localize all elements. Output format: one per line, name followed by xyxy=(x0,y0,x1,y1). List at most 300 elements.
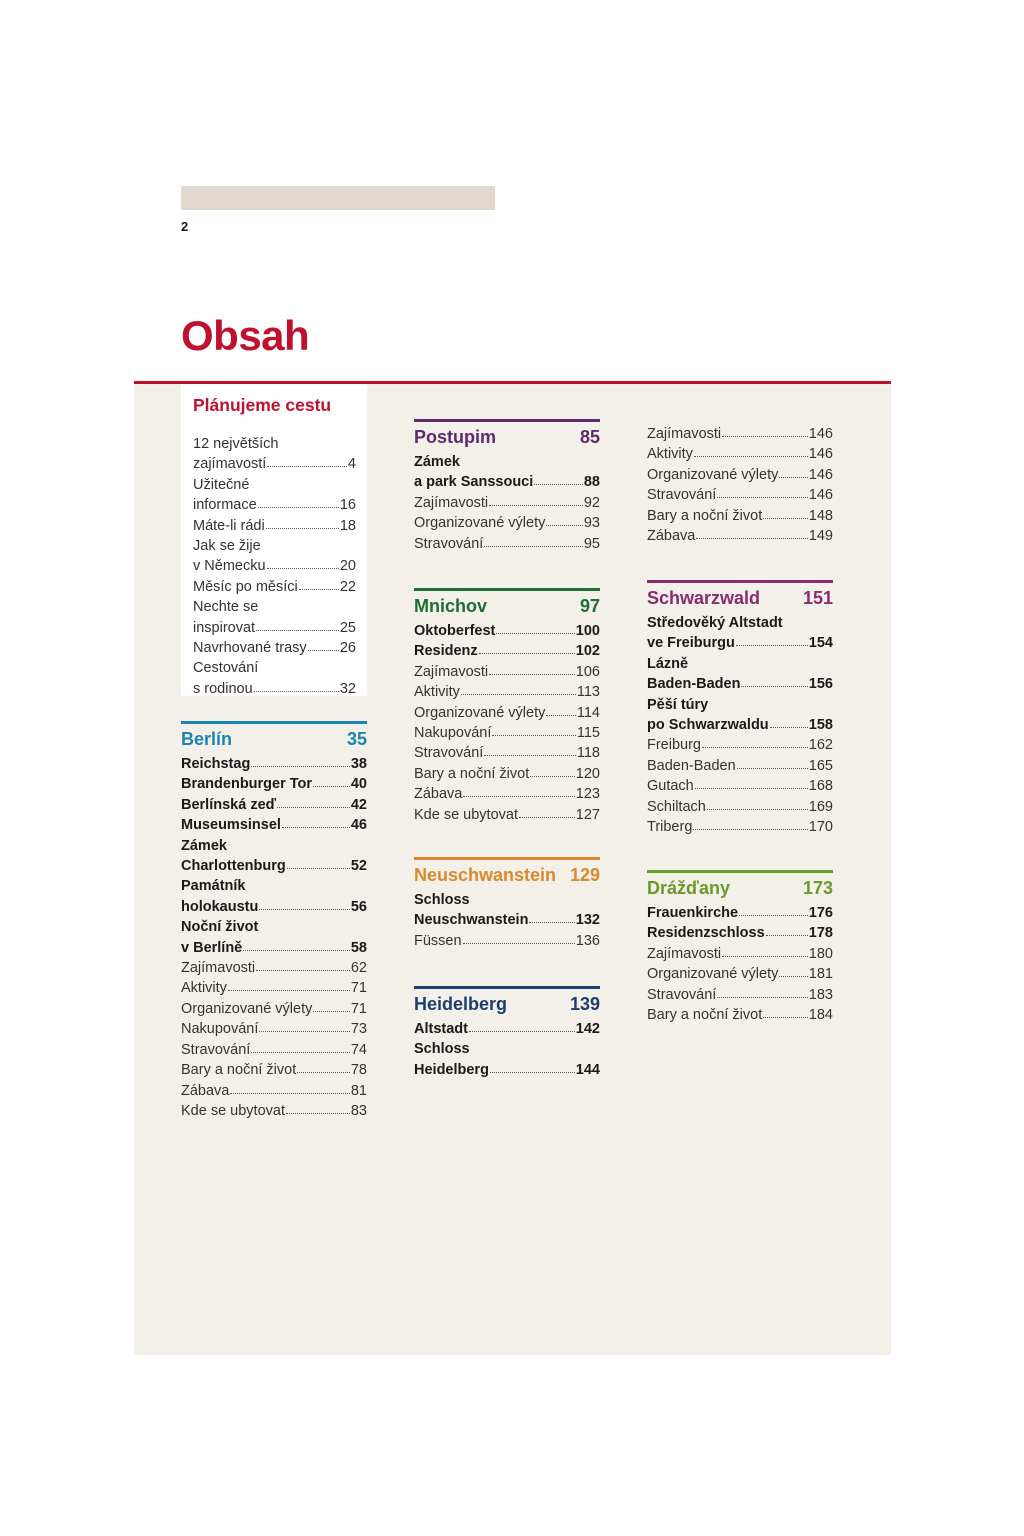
toc-entry-row xyxy=(181,856,367,876)
dot-leader xyxy=(694,456,808,457)
planning-entries xyxy=(193,434,356,699)
toc-entry[interactable] xyxy=(193,577,356,597)
toc-page-number: 22 xyxy=(339,578,356,595)
toc-entry-row xyxy=(181,897,367,917)
toc-entry-label: Bary a noční život xyxy=(414,765,530,782)
section-heading[interactable] xyxy=(181,721,367,750)
planning-box xyxy=(181,384,367,696)
dot-leader xyxy=(763,518,808,519)
toc-entry[interactable] xyxy=(181,754,367,774)
toc-entry[interactable] xyxy=(193,597,356,638)
toc-page-number: 62 xyxy=(350,960,367,977)
toc-entry-row xyxy=(647,465,833,485)
toc-page-number: 56 xyxy=(350,898,367,915)
dot-leader xyxy=(254,691,339,692)
dot-leader xyxy=(259,909,350,910)
toc-entry-row xyxy=(414,764,600,784)
toc-entry-row xyxy=(414,805,600,825)
toc-entry[interactable] xyxy=(181,1019,367,1039)
toc-entry[interactable] xyxy=(647,776,833,796)
toc-entry-label-line: Jak se žije xyxy=(193,538,261,555)
toc-entry-row xyxy=(181,1081,367,1101)
toc-entry-label: a park Sanssouci xyxy=(414,474,534,491)
toc-entry[interactable] xyxy=(647,465,833,485)
toc-entry-row xyxy=(193,495,356,515)
toc-entry-label: Brandenburger Tor xyxy=(181,776,313,793)
section-highlights xyxy=(647,613,833,735)
toc-page-number: 88 xyxy=(583,474,600,491)
toc-entry-row xyxy=(647,797,833,817)
dot-leader xyxy=(463,943,575,944)
toc-entry[interactable] xyxy=(193,638,356,658)
toc-entry-label: Baden-Baden xyxy=(647,676,741,693)
column-2b xyxy=(414,588,600,825)
toc-entry[interactable] xyxy=(414,805,600,825)
toc-page-number: 176 xyxy=(808,905,833,921)
toc-entry-row xyxy=(193,556,356,576)
toc-entry-row xyxy=(181,754,367,774)
dot-leader xyxy=(308,650,339,651)
toc-entry[interactable] xyxy=(181,836,367,877)
toc-entry[interactable] xyxy=(414,513,600,533)
dot-leader xyxy=(529,922,574,923)
toc-page-number: 16 xyxy=(339,497,356,514)
toc-page-number: 18 xyxy=(339,517,356,534)
dot-leader xyxy=(267,568,339,569)
dot-leader xyxy=(297,1072,350,1073)
toc-entry[interactable] xyxy=(414,1019,600,1039)
toc-page-number: 178 xyxy=(808,925,833,942)
toc-entry-row xyxy=(181,1040,367,1060)
toc-entry[interactable] xyxy=(414,743,600,763)
section-page: 129 xyxy=(569,865,600,885)
toc-page-number: 146 xyxy=(808,487,833,504)
column-3c xyxy=(647,870,833,1025)
section-heading[interactable] xyxy=(414,857,600,886)
toc-entry-row xyxy=(181,938,367,958)
toc-entry-row xyxy=(414,493,600,513)
toc-entry-label: Freiburg xyxy=(647,737,701,754)
toc-entry-label: Organizované výlety xyxy=(647,466,779,483)
toc-page-number: 100 xyxy=(575,623,600,639)
section-heading[interactable] xyxy=(414,588,600,617)
section-heading[interactable] xyxy=(647,870,833,899)
dot-leader xyxy=(695,788,808,789)
section-highlights xyxy=(414,621,600,662)
toc-page-number: 180 xyxy=(808,945,833,962)
toc-page-number: 158 xyxy=(808,717,833,734)
toc-entry[interactable] xyxy=(414,493,600,513)
toc-entry-row xyxy=(414,703,600,723)
toc-entry[interactable] xyxy=(181,917,367,958)
dot-leader xyxy=(266,528,339,529)
section-page: 173 xyxy=(802,878,833,898)
toc-entry-row xyxy=(647,756,833,776)
toc-entry[interactable] xyxy=(414,1039,600,1080)
toc-entry-row xyxy=(181,1060,367,1080)
dot-leader xyxy=(736,645,808,646)
toc-entry-row xyxy=(181,1019,367,1039)
dot-leader xyxy=(763,1017,808,1018)
toc-entry-label: Bary a noční život xyxy=(181,1062,297,1079)
toc-entry-row xyxy=(193,577,356,597)
toc-page-number: 26 xyxy=(339,640,356,657)
section-heading[interactable] xyxy=(647,580,833,609)
toc-entry[interactable] xyxy=(181,1040,367,1060)
section-mnichov xyxy=(414,588,600,825)
toc-entry-row xyxy=(647,633,833,653)
toc-page-number: 81 xyxy=(350,1082,367,1099)
dot-leader xyxy=(490,1072,575,1073)
toc-entry-row xyxy=(181,795,367,815)
toc-page-number: 102 xyxy=(575,643,600,660)
toc-entry-label: Baden-Baden xyxy=(647,757,736,774)
toc-entry-label-line: Schloss xyxy=(414,1041,470,1058)
toc-entry-label-line: Pěší túry xyxy=(647,696,709,713)
toc-entry[interactable] xyxy=(193,434,356,475)
toc-entry[interactable] xyxy=(647,797,833,817)
toc-entry[interactable] xyxy=(181,774,367,794)
dot-leader xyxy=(461,694,576,695)
toc-page-number: 146 xyxy=(808,446,833,463)
section-highlights xyxy=(647,903,833,944)
dot-leader xyxy=(258,507,339,508)
toc-entry-label: Aktivity xyxy=(647,446,693,463)
section-items xyxy=(414,662,600,825)
toc-entry-label: Navrhované trasy xyxy=(193,640,307,657)
toc-entry-label: Zajímavosti xyxy=(181,960,256,977)
toc-entry-label: Altstadt xyxy=(414,1021,468,1037)
dot-leader xyxy=(287,868,350,869)
toc-entry[interactable] xyxy=(647,985,833,1005)
toc-entry[interactable] xyxy=(647,424,833,444)
dot-leader xyxy=(256,970,350,971)
toc-entry-label: Kde se ubytovat xyxy=(181,1102,285,1119)
toc-entry-label-line: Zámek xyxy=(414,454,460,470)
toc-entry-label: v Berlíně xyxy=(181,939,243,956)
dot-leader xyxy=(489,674,575,675)
toc-entry-label-line: Schloss xyxy=(414,892,470,908)
toc-entry[interactable] xyxy=(414,641,600,661)
toc-entry-row xyxy=(647,506,833,526)
toc-entry[interactable] xyxy=(647,485,833,505)
dot-leader xyxy=(534,484,583,485)
toc-entry-row xyxy=(647,444,833,464)
toc-entry-label: Zajímavosti xyxy=(647,945,722,962)
section-schwarzwald xyxy=(647,580,833,837)
dot-leader xyxy=(228,990,350,991)
dot-leader xyxy=(251,766,350,767)
dot-leader xyxy=(469,1031,575,1032)
toc-page-number: 114 xyxy=(576,704,600,721)
toc-entry-label: Máte-li rádi xyxy=(193,517,265,534)
dot-leader xyxy=(530,776,575,777)
toc-entry-label: Stravování xyxy=(414,535,484,552)
dot-leader xyxy=(277,807,350,808)
toc-entry-row xyxy=(414,682,600,702)
toc-page-number: 123 xyxy=(575,786,600,803)
dot-leader xyxy=(770,727,808,728)
toc-entry-row xyxy=(647,944,833,964)
toc-entry-row xyxy=(414,784,600,804)
heidelberg-continued xyxy=(647,424,833,546)
toc-entry-label: Organizované výlety xyxy=(414,704,546,721)
toc-page-number: 154 xyxy=(808,635,833,652)
toc-entry-label: Organizované výlety xyxy=(414,515,546,532)
toc-entry[interactable] xyxy=(647,756,833,776)
section-page: 35 xyxy=(346,729,367,749)
toc-entry-label: Zajímavosti xyxy=(414,494,489,511)
section-highlights xyxy=(181,754,367,958)
toc-entry-label: Měsíc po měsíci xyxy=(193,578,298,595)
toc-page-number: 71 xyxy=(350,980,367,997)
toc-entry[interactable] xyxy=(181,1081,367,1101)
toc-entry-label: Nakupování xyxy=(181,1021,259,1038)
toc-entry-row xyxy=(414,662,600,682)
column-2c xyxy=(414,857,600,951)
section-page: 97 xyxy=(579,596,600,616)
toc-entry[interactable] xyxy=(647,964,833,984)
toc-page-number: 106 xyxy=(575,663,600,680)
section-highlights xyxy=(414,890,600,931)
toc-page-number: 156 xyxy=(808,676,833,693)
toc-page-number: 83 xyxy=(350,1102,367,1119)
section-name: Drážďany xyxy=(647,878,730,898)
toc-entry-row xyxy=(193,638,356,658)
toc-entry[interactable] xyxy=(647,735,833,755)
toc-entry[interactable] xyxy=(647,903,833,923)
dot-leader xyxy=(737,768,808,769)
toc-entry-label: Schiltach xyxy=(647,798,706,815)
toc-entry-label: zajímavostí xyxy=(193,456,267,473)
toc-entry[interactable] xyxy=(647,817,833,837)
toc-entry-label: s rodinou xyxy=(193,680,253,697)
toc-page-number: 142 xyxy=(575,1021,600,1037)
toc-entry[interactable] xyxy=(414,682,600,702)
toc-page-number: 40 xyxy=(350,776,367,793)
dot-leader xyxy=(779,976,807,977)
toc-entry-label: v Německu xyxy=(193,558,266,575)
toc-entry[interactable] xyxy=(181,999,367,1019)
dot-leader xyxy=(496,633,574,634)
toc-entry-row xyxy=(414,910,600,930)
toc-entry-label: Frauenkirche xyxy=(647,905,739,921)
toc-page-number: 73 xyxy=(350,1021,367,1038)
toc-entry-label: holokaustu xyxy=(181,898,259,915)
toc-entry-label: Nakupování xyxy=(414,725,492,742)
toc-page-number: 146 xyxy=(808,466,833,483)
toc-entry-label: po Schwarzwaldu xyxy=(647,717,769,734)
toc-entry-label: Organizované výlety xyxy=(181,1000,313,1017)
toc-entry-row xyxy=(414,534,600,554)
toc-entry-label-line: Užitečné xyxy=(193,476,250,493)
toc-entry-label-line: Zámek xyxy=(181,837,227,854)
toc-entry-label: Residenz xyxy=(414,643,478,660)
section-name: Postupim xyxy=(414,427,497,447)
toc-entry[interactable] xyxy=(414,931,600,951)
toc-entry-label: Bary a noční život xyxy=(647,507,763,524)
toc-entry[interactable] xyxy=(414,890,600,931)
toc-entry-row xyxy=(414,1019,600,1039)
toc-entry[interactable] xyxy=(647,654,833,695)
toc-entry-label: Triberg xyxy=(647,819,693,836)
toc-entry[interactable] xyxy=(193,516,356,536)
toc-entry-label: Stravování xyxy=(647,986,717,1003)
toc-entry[interactable] xyxy=(414,723,600,743)
toc-entry-label-line: 12 největších xyxy=(193,436,279,452)
toc-entry[interactable] xyxy=(181,795,367,815)
dot-leader xyxy=(282,827,350,828)
toc-entry-row xyxy=(647,424,833,444)
toc-entry[interactable] xyxy=(193,536,356,577)
section-items xyxy=(414,931,600,951)
toc-entry[interactable] xyxy=(647,526,833,546)
toc-page-number: 118 xyxy=(576,745,600,762)
toc-entry-label: Stravování xyxy=(414,745,484,762)
toc-entry-row xyxy=(414,472,600,492)
dot-leader xyxy=(766,935,808,936)
toc-entry-label-line: Nechte se xyxy=(193,599,259,616)
toc-entry-row xyxy=(414,1060,600,1080)
toc-entry[interactable] xyxy=(414,784,600,804)
dot-leader xyxy=(519,817,575,818)
toc-entry[interactable] xyxy=(647,944,833,964)
dot-leader xyxy=(286,1113,350,1114)
dot-leader xyxy=(489,505,583,506)
toc-page-number: 38 xyxy=(350,756,367,772)
toc-page-number: 52 xyxy=(350,858,367,875)
toc-page-number: 78 xyxy=(350,1062,367,1079)
toc-entry-label: Zajímavosti xyxy=(647,426,722,442)
dot-leader xyxy=(267,466,347,467)
dot-leader xyxy=(484,755,576,756)
toc-entry-row xyxy=(647,985,833,1005)
dot-leader xyxy=(546,715,576,716)
toc-entry-row xyxy=(414,641,600,661)
section-drazdany xyxy=(647,870,833,1025)
toc-entry-label: Füssen xyxy=(414,932,462,949)
toc-entry[interactable] xyxy=(414,621,600,641)
toc-entry-row xyxy=(647,817,833,837)
toc-entry[interactable] xyxy=(647,613,833,654)
toc-page-number: 148 xyxy=(808,507,833,524)
toc-entry-row xyxy=(647,1005,833,1025)
toc-entry[interactable] xyxy=(181,1060,367,1080)
column-3b xyxy=(647,580,833,837)
toc-entry-row xyxy=(193,679,356,699)
toc-page-number: 4 xyxy=(347,456,356,473)
dot-leader xyxy=(693,829,807,830)
dot-leader xyxy=(230,1093,349,1094)
toc-entry[interactable] xyxy=(414,452,600,493)
toc-entry-label: inspirovat xyxy=(193,619,256,636)
toc-page-number: 165 xyxy=(808,757,833,774)
toc-entry[interactable] xyxy=(647,923,833,943)
toc-page-number: 162 xyxy=(808,737,833,754)
section-name: Schwarzwald xyxy=(647,588,761,608)
toc-entry-row xyxy=(414,513,600,533)
toc-entry-row xyxy=(414,621,600,641)
dot-leader xyxy=(299,589,339,590)
toc-entry[interactable] xyxy=(414,662,600,682)
toc-entry[interactable] xyxy=(193,475,356,516)
toc-entry-row xyxy=(647,485,833,505)
toc-entry[interactable] xyxy=(647,1005,833,1025)
toc-entry[interactable] xyxy=(181,958,367,978)
section-items xyxy=(181,958,367,1121)
column-2 xyxy=(414,419,600,554)
dot-leader xyxy=(546,525,582,526)
toc-entry[interactable] xyxy=(414,703,600,723)
section-name: Berlín xyxy=(181,729,233,749)
toc-entry-row xyxy=(414,931,600,951)
section-heading[interactable] xyxy=(414,986,600,1015)
dot-leader xyxy=(717,497,807,498)
toc-entry-label: Berlínská zeď xyxy=(181,796,277,813)
toc-entry[interactable] xyxy=(414,764,600,784)
toc-page-number: 25 xyxy=(339,619,356,636)
toc-entry[interactable] xyxy=(414,534,600,554)
toc-entry-row xyxy=(647,964,833,984)
toc-page-number: 146 xyxy=(808,426,833,442)
toc-page-number: 74 xyxy=(350,1041,367,1058)
toc-page-number: 136 xyxy=(575,932,600,949)
toc-entry-row xyxy=(647,923,833,943)
dot-leader xyxy=(259,1031,349,1032)
toc-entry-label: Organizované výlety xyxy=(647,966,779,983)
section-name: Mnichov xyxy=(414,596,488,616)
dot-leader xyxy=(741,686,807,687)
toc-entry-label-line: Cestování xyxy=(193,660,259,677)
toc-entry-row xyxy=(181,774,367,794)
toc-entry-label: Stravování xyxy=(181,1041,251,1058)
toc-page-number: 58 xyxy=(350,939,367,956)
page-number: 2 xyxy=(181,219,189,234)
toc-entry[interactable] xyxy=(193,658,356,699)
toc-entry-label: Gutach xyxy=(647,778,694,795)
section-heading[interactable] xyxy=(414,419,600,448)
toc-entry-row xyxy=(647,735,833,755)
toc-entry-row xyxy=(647,715,833,735)
toc-entry-label: Reichstag xyxy=(181,756,251,772)
toc-entry[interactable] xyxy=(647,444,833,464)
toc-entry[interactable] xyxy=(181,876,367,917)
section-highlights xyxy=(414,452,600,493)
column-1 xyxy=(181,721,367,1121)
toc-entry-label: Residenzschloss xyxy=(647,925,765,942)
toc-entry-label: Stravování xyxy=(647,487,717,504)
toc-page-number: 115 xyxy=(576,725,600,742)
toc-entry[interactable] xyxy=(647,695,833,736)
toc-page-number: 184 xyxy=(808,1007,833,1024)
toc-entry-label: Neuschwanstein xyxy=(414,912,529,929)
toc-entry[interactable] xyxy=(181,1101,367,1121)
toc-page-number: 95 xyxy=(583,535,600,552)
toc-entry-label: informace xyxy=(193,497,257,514)
section-items xyxy=(647,735,833,837)
dot-leader xyxy=(492,735,575,736)
toc-entry[interactable] xyxy=(181,978,367,998)
toc-entry-label: Charlottenburg xyxy=(181,858,286,875)
toc-page-number: 170 xyxy=(808,819,833,836)
dot-leader xyxy=(243,950,350,951)
dot-leader xyxy=(313,1011,349,1012)
toc-entry[interactable] xyxy=(181,815,367,835)
section-highlights xyxy=(414,1019,600,1080)
toc-page-number: 42 xyxy=(350,796,367,813)
dot-leader xyxy=(707,809,808,810)
toc-entry[interactable] xyxy=(647,506,833,526)
